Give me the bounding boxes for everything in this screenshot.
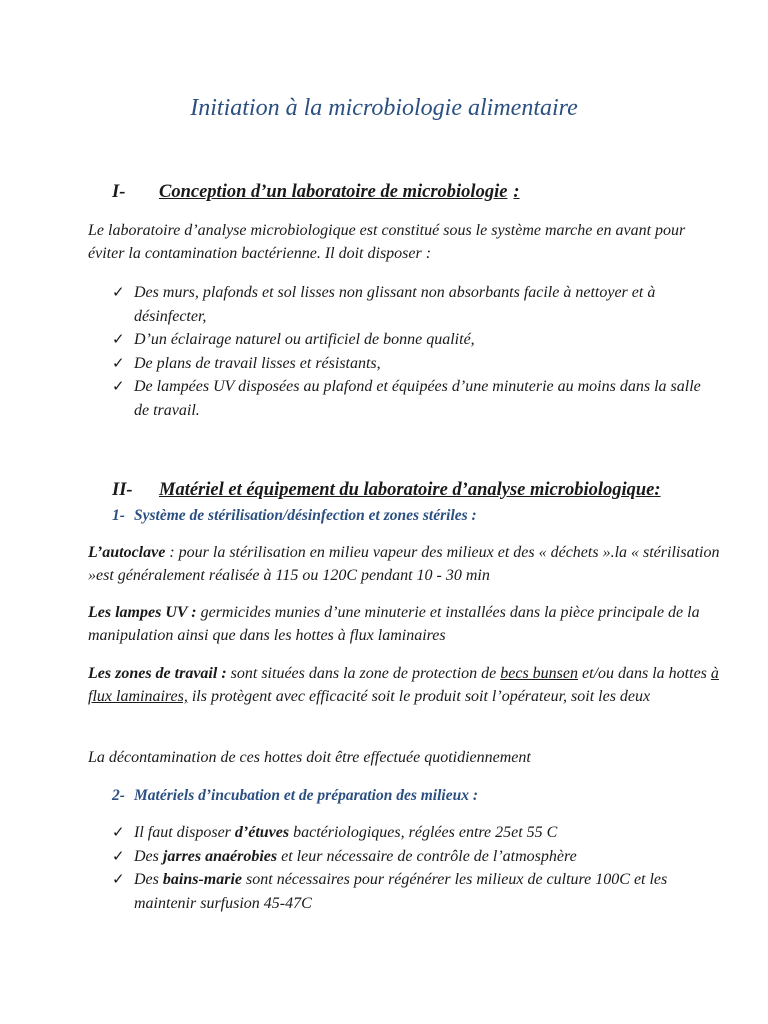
list-item-bold: d’étuves — [234, 824, 290, 841]
list-item — [112, 821, 712, 845]
subsection-1-number: 1- — [112, 507, 125, 524]
list-item-text: Des murs, plafonds et sol lisses non glissant non absorbants facile à nettoyer et à désinfecter, — [134, 284, 656, 325]
list-item-text: Des — [134, 847, 163, 865]
autoclave-text: : pour la stérilisation en milieu vapeur des milieux et des « déchets ».la « stérilisation »est généralement réalisée à 115 ou 120C pendant 10 - 30 min — [88, 544, 720, 584]
section-2-number: II- — [112, 480, 133, 500]
check-icon: ✓ — [112, 330, 125, 348]
lampes-term: Les lampes UV : — [88, 604, 197, 621]
section-2-heading — [112, 478, 661, 502]
check-icon: ✓ — [112, 353, 125, 372]
section-2-colon: : — [654, 480, 661, 500]
decontamination-paragraph: La décontamination de ces hottes doit être effectuée quotidiennement — [88, 749, 531, 766]
check-icon: ✓ — [112, 823, 125, 841]
document-title: Initiation à la microbiologie alimentaire — [190, 95, 578, 121]
autoclave-term: L’autoclave — [88, 544, 166, 561]
list-item — [112, 352, 712, 376]
zones-paragraph — [88, 662, 724, 708]
check-icon: ✓ — [112, 283, 125, 301]
subsection-2-list — [112, 821, 712, 915]
list-item — [112, 281, 712, 328]
section-2-title: Matériel et équipement du laboratoire d’analyse microbiologique — [159, 480, 655, 500]
list-item-text: De lampées UV disposées au plafond et équipées d’une minuterie au moins dans la salle de travail. — [134, 378, 701, 419]
list-item-text: et leur nécessaire de contrôle de l’atmosphère — [277, 847, 577, 865]
list-item — [112, 328, 712, 352]
zones-text-3: ils protègent avec efficacité soit le produit soit l’opérateur, soit les deux — [187, 688, 651, 705]
list-item — [112, 375, 712, 422]
check-icon: ✓ — [112, 846, 125, 865]
flux-laminaires-link[interactable]: à flux laminaires, — [88, 665, 719, 705]
subsection-2-heading — [112, 785, 478, 807]
list-item-bold: jarres anaérobies — [162, 847, 278, 865]
list-item-bold: bains-marie — [162, 871, 243, 888]
subsection-1-heading — [112, 505, 477, 527]
check-icon: ✓ — [112, 377, 125, 395]
autoclave-paragraph — [88, 541, 724, 587]
subsection-2-title: Matériels d’incubation et de préparation des milieux : — [134, 787, 479, 804]
section-1-intro: Le laboratoire d’analyse microbiologique est constitué sous le système marche en avant pour éviter la contamination bactérienne. Il doit disposer : — [88, 222, 686, 262]
subsection-1-title: Système de stérilisation/désinfection et zones stériles : — [134, 507, 477, 524]
section-1-title: Conception d’un laboratoire de microbiologie — [159, 182, 508, 202]
subsection-2-number: 2- — [112, 787, 125, 804]
zones-text-1: sont situées dans la zone de protection de — [226, 665, 501, 682]
section-1-number: I- — [112, 182, 126, 202]
list-item-text: Des — [134, 871, 163, 888]
zones-text-2: et/ou dans la hottes — [578, 665, 711, 682]
list-item-text: D’un éclairage naturel ou artificiel de bonne qualité, — [134, 331, 475, 348]
list-item-text: sont nécessaires pour régénérer les milieux de culture 100C et les maintenir surfusion 45-47C — [134, 871, 668, 912]
list-item-text: Il faut disposer — [134, 824, 235, 841]
zones-term: Les zones de travail : — [88, 665, 227, 682]
section-1-list — [112, 281, 712, 422]
lampes-paragraph — [88, 601, 724, 647]
list-item — [112, 845, 712, 869]
list-item-text: De plans de travail lisses et résistants, — [134, 354, 381, 372]
section-1-colon: : — [513, 182, 520, 202]
becs-bunsen-link[interactable]: becs bunsen — [500, 665, 579, 682]
check-icon: ✓ — [112, 870, 125, 888]
list-item — [112, 868, 712, 915]
section-1-heading — [112, 180, 520, 204]
lampes-text: germicides munies d’une minuterie et installées dans la pièce principale de la manipulation ainsi que dans les hottes à flux laminaires — [88, 604, 700, 644]
list-item-text: bactériologiques, réglées entre 25et 55 C — [289, 824, 558, 841]
